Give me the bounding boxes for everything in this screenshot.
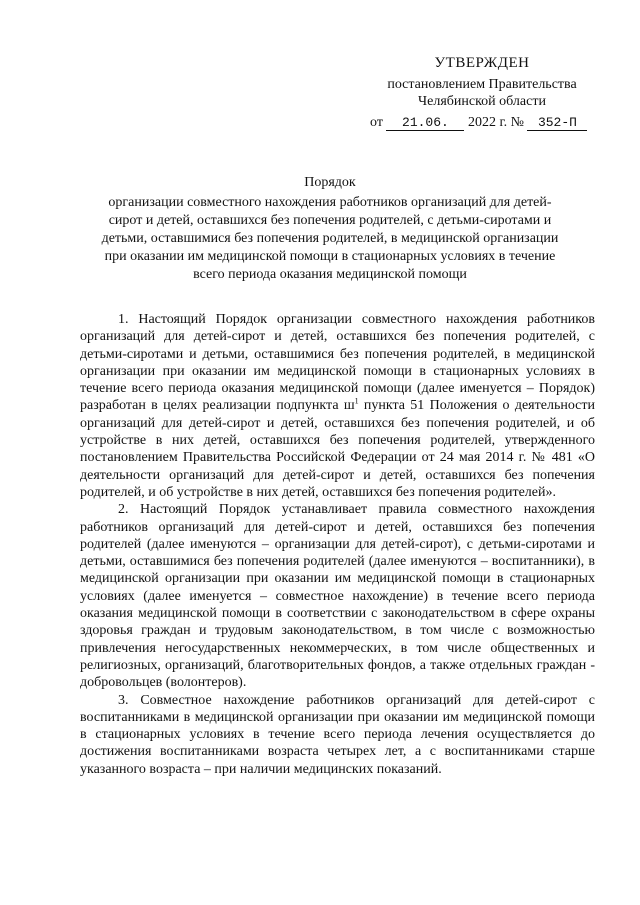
approval-line-1: постановлением Правительства <box>387 77 577 92</box>
paragraph-1-text-b: пункта 51 Положения о деятельности организаций для детей-сирот и детей, оставшихся без попечения родителей, и об устройстве в них детей, оставшихся без попечения родителей, утвержденного постановлением Правительства Российской Федерации от 24 мая 2014 г. № 481 «О деятельности организаций для детей-сирот и детей, оставшихся без попечения родителей, и об устройстве в них детей, оставшихся без попечения родителей». <box>80 398 595 500</box>
title-line: всего периода оказания медицинской помощи <box>193 267 467 282</box>
approval-heading: УТВЕРЖДЕН <box>434 55 530 71</box>
paragraph-2: 2. Настоящий Порядок устанавливает правила совместного нахождения работников организаций для детей-сирот и детей, оставшихся без попечения родителей (далее именуются – организации для детей-сирот), с детьми-сиротами и детьми, оставшимися без попечения родителей (далее именуются – воспитанники), в медицинской организации при оказании им медицинской помощи в стационарных условиях (далее именуется – совместное нахождение) в течение всего периода оказания медицинской помощи в соответствии с законодательством в сфере охраны здоровья граждан и трудовым законодательством, в том числе с возможностью привлечения негосударственных некоммерческих, в том числе общественных и религиозных, организаций, благотворительных фондов, а также отдельных граждан - добровольцев (волонтеров). <box>80 502 595 691</box>
approval-date-line <box>362 114 602 131</box>
document-title <box>80 174 580 284</box>
year-label: 2022 г. № <box>467 115 524 130</box>
title-line: детьми, оставшимися без попечения родителей, в медицинской организации <box>101 231 559 246</box>
title-line: при оказании им медицинской помощи в стационарных условиях в течение <box>104 249 556 264</box>
title-line: организации совместного нахождения работников организаций для детей- <box>108 195 552 210</box>
paragraph-1 <box>80 311 595 501</box>
from-label: от <box>370 115 383 130</box>
approval-number: 352-П <box>527 115 587 131</box>
superscript: 1 <box>354 396 359 406</box>
title-heading: Порядок <box>304 175 356 190</box>
document-body <box>80 311 595 778</box>
paragraph-1-text-a: 1. Настоящий Порядок организации совместного нахождения работников организаций для детей-сирот и детей, оставшихся без попечения родителей, с детьми-сиротами и детьми, оставшимися без попечения родителей, в медицинской организации при оказании им медицинской помощи в стационарных условиях в течение всего периода оказания медицинской помощи (далее именуется – Порядок) разработан в целях реализации подпункта ш <box>80 312 595 414</box>
paragraph-3: 3. Совместное нахождение работников организаций для детей-сирот с воспитанниками в медицинской организации при оказании им медицинской помощи в стационарных условиях в течение всего периода лечения осуществляется до достижения воспитанниками возраста четырех лет, а с воспитанниками старше указанного возраста – при наличии медицинских показаний. <box>80 692 595 777</box>
approval-date: 21.06. <box>386 115 464 131</box>
title-line: сирот и детей, оставшихся без попечения родителей, с детьми-сиротами и <box>108 213 552 228</box>
approval-line-2: Челябинской области <box>418 94 546 109</box>
approval-stamp <box>362 54 602 131</box>
